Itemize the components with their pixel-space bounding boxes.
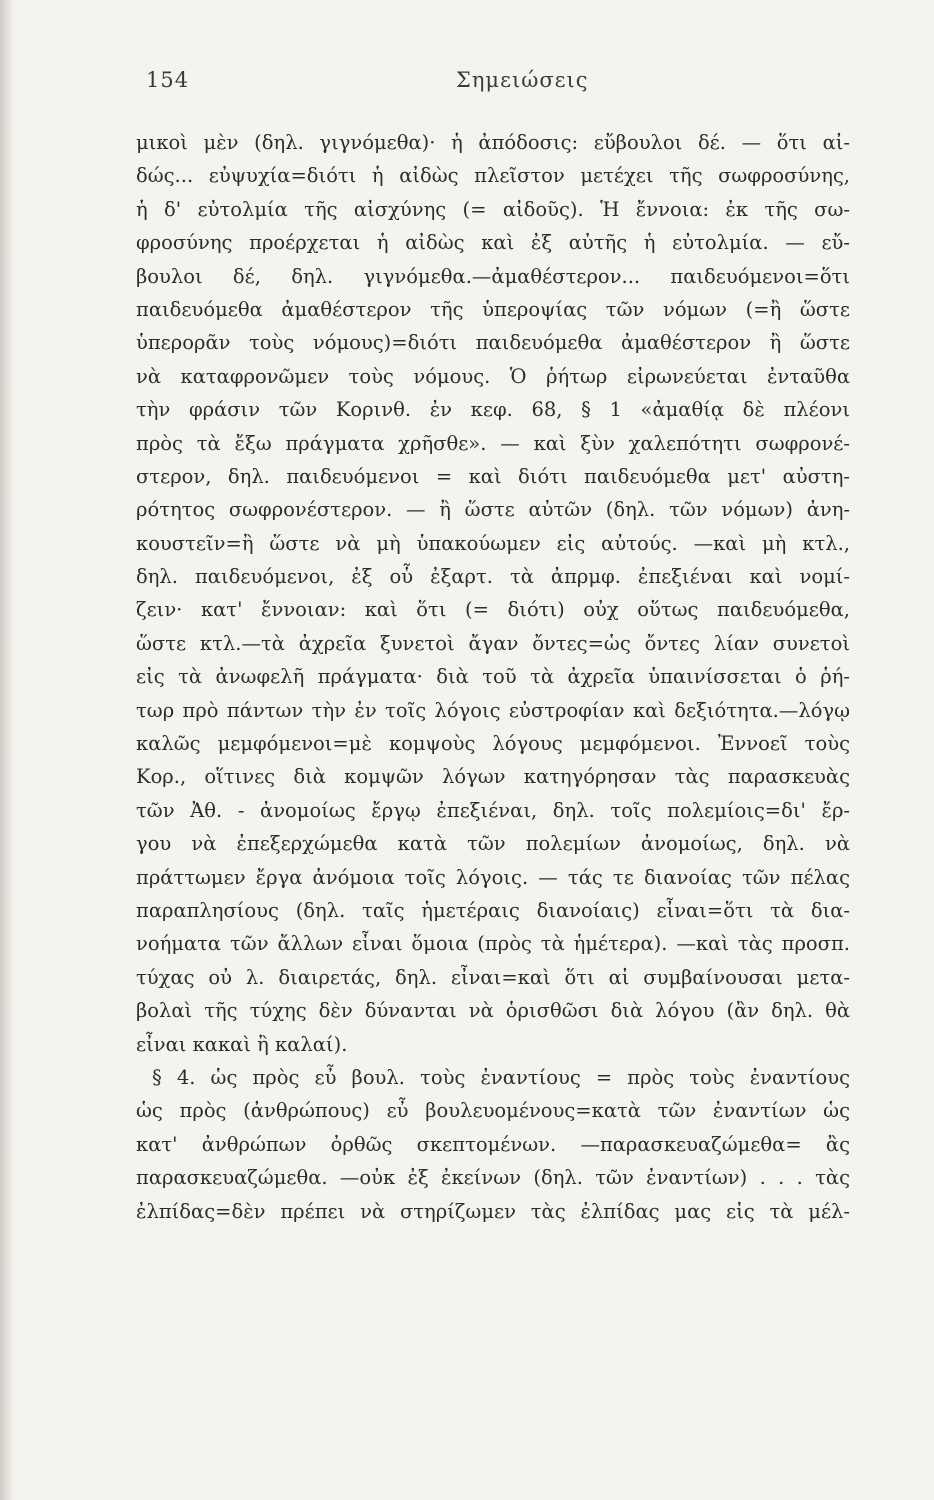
page-number: 154 (146, 68, 190, 92)
text-line: πρὸς τὰ ἔξω πράγματα χρῆσθε». — καὶ ξὺν χαλεπότητι σωφρονέ- (136, 431, 850, 455)
text-line-paragraph-end: εἶναι κακαὶ ἢ καλαί). (136, 1032, 348, 1056)
text-line: ρότητος σωφρονέστερον. — ἢ ὥστε αὐτῶν (δηλ. τῶν νόμων) ἀνη- (136, 498, 850, 522)
text-line: τὴν φράσιν τῶν Κορινθ. ἐν κεφ. 68, § 1 «ἀμαθίᾳ δὲ πλέονι (136, 398, 850, 422)
text-line: κουστεῖν=ἢ ὥστε νὰ μὴ ὑπακούωμεν εἰς αὐτούς. —καὶ μὴ κτλ., (136, 531, 850, 555)
text-line: δηλ. παιδευόμενοι, ἐξ οὗ ἐξαρτ. τὰ ἀπρμφ. ἐπεξιέναι καὶ νομί- (136, 565, 850, 589)
text-line: ὡς πρὸς (ἀνθρώπους) εὖ βουλευομένους=κατὰ τῶν ἐναντίων ὡς (136, 1099, 850, 1123)
text-line: κατ' ἀνθρώπων ὀρθῶς σκεπτομένων. —παρασκευαζώμεθα= ἂς (136, 1132, 850, 1156)
text-line: βουλοι δέ, δηλ. γιγνόμεθα.—ἀμαθέστερον... παιδευόμενοι=ὅτι (136, 264, 850, 288)
text-line: νοήματα τῶν ἄλλων εἶναι ὅμοια (πρὸς τὰ ἡμέτερα). —καὶ τὰς προσπ. (136, 932, 850, 956)
text-line: Κορ., οἵτινες διὰ κομψῶν λόγων κατηγόρησαν τὰς παρασκευὰς (136, 765, 850, 789)
text-line: καλῶς μεμφόμενοι=μὲ κομψοὺς λόγους μεμφόμενοι. Ἐννοεῖ τοὺς (136, 732, 850, 756)
text-line: δώς... εὐψυχία=διότι ἡ αἰδὼς πλεῖστον μετέχει τῆς σωφροσύνης, (136, 164, 850, 188)
text-line: φροσύνης προέρχεται ἡ αἰδὼς καὶ ἐξ αὐτῆς ἡ εὐτολμία. — εὔ- (136, 231, 850, 255)
text-line: τύχας οὐ λ. διαιρετάς, δηλ. εἶναι=καὶ ὅτι αἱ συμβαίνουσαι μετα- (136, 965, 850, 989)
text-line: εἰς τὰ ἀνωφελῆ πράγματα· διὰ τοῦ τὰ ἀχρεῖα ὑπαινίσσεται ὁ ῥή- (136, 665, 850, 689)
text-line: τωρ πρὸ πάντων τὴν ἐν τοῖς λόγοις εὐστροφίαν καὶ δεξιότητα.—λόγῳ (136, 698, 850, 722)
text-line: ὑπερορᾶν τοὺς νόμους)=διότι παιδευόμεθα ἀμαθέστερον ἢ ὥστε (136, 331, 850, 355)
running-title: Σημειώσεις (456, 68, 589, 92)
text-line: στερον, δηλ. παιδευόμενοι = καὶ διότι παιδευόμεθα μετ' αὐστη- (136, 464, 850, 488)
text-line: τῶν Ἀθ. - ἀνομοίως ἔργῳ ἐπεξιέναι, δηλ. τοῖς πολεμίοις=δι' ἔρ- (136, 798, 850, 822)
text-line: παρασκευαζώμεθα. —οὐκ ἐξ ἐκείνων (δηλ. τῶν ἐναντίων) . . . τὰς (136, 1166, 850, 1190)
text-line: βολαὶ τῆς τύχης δὲν δύνανται νὰ ὁρισθῶσι διὰ λόγου (ἂν δηλ. θὰ (136, 999, 850, 1023)
text-line-section-start: § 4. ὡς πρὸς εὖ βουλ. τοὺς ἐναντίους = πρὸς τοὺς ἐναντίους (152, 1065, 850, 1089)
page-header (146, 68, 826, 108)
text-line: ἡ δ' εὐτολμία τῆς αἰσχύνης (= αἰδοῦς). Ἡ ἔννοια: ἐκ τῆς σω- (136, 197, 850, 221)
text-line: ζειν· κατ' ἔννοιαν: καὶ ὅτι (= διότι) οὐχ οὕτως παιδευόμεθα, (136, 598, 850, 622)
page-gutter-shadow (0, 0, 14, 1500)
text-line: παραπλησίους (δηλ. ταῖς ἡμετέραις διανοίαις) εἶναι=ὅτι τὰ δια- (136, 898, 850, 922)
text-line: νὰ καταφρονῶμεν τοὺς νόμους. Ὁ ῥήτωρ εἰρωνεύεται ἐνταῦθα (136, 364, 850, 388)
text-line: μικοὶ μὲν (δηλ. γιγνόμεθα)· ἡ ἀπόδοσις: εὔβουλοι δέ. — ὅτι αἰ- (136, 131, 850, 154)
text-line: ὥστε κτλ.—τὰ ἀχρεῖα ξυνετοὶ ἄγαν ὄντες=ὡς ὄντες λίαν συνετοὶ (136, 631, 850, 655)
text-line: παιδευόμεθα ἀμαθέστερον τῆς ὑπεροψίας τῶν νόμων (=ἢ ὥστε (136, 297, 850, 321)
text-line: πράττωμεν ἔργα ἀνόμοια τοῖς λόγοις. — τάς τε διανοίας τῶν πέλας (136, 865, 850, 889)
body-text (136, 126, 850, 1228)
text-line: ἐλπίδας=δὲν πρέπει νὰ στηρίζωμεν τὰς ἐλπίδας μας εἰς τὰ μέλ- (136, 1199, 850, 1223)
text-line: γου νὰ ἐπεξερχώμεθα κατὰ τῶν πολεμίων ἀνομοίως, δηλ. νὰ (136, 832, 850, 856)
